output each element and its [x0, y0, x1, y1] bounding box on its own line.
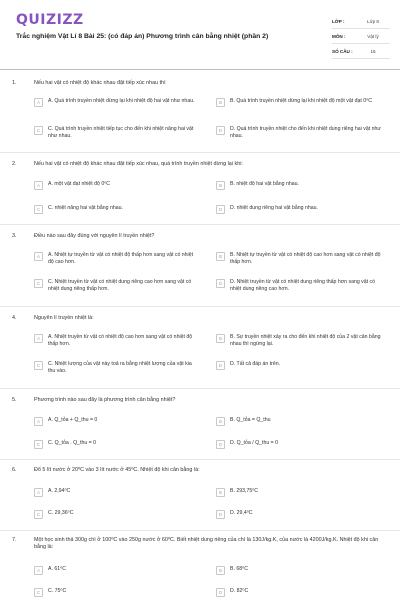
option-b[interactable]	[216, 334, 381, 347]
option-b[interactable]	[216, 181, 381, 190]
quizizz-logo: QUIZIZZ	[16, 12, 84, 28]
worksheet-header	[0, 0, 400, 68]
question-text: Nếu hai vật có nhiệt độ khác nhau đặt tiếp xúc nhau thì	[34, 80, 166, 86]
meta-row-count	[332, 44, 390, 59]
option-letter-box: D	[216, 361, 225, 370]
option-letter-box: A	[34, 98, 43, 107]
option-letter-box: B	[216, 98, 225, 107]
meta-table	[332, 14, 390, 59]
question-text: Đổ 5 lít nước ở 20⁰C vào 3 lít nước ở 45⁰C. Nhiệt độ khi cân bằng là:	[34, 467, 200, 473]
option-text: B. nhiệt độ hai vật bằng nhau.	[230, 181, 299, 187]
meta-row-subject	[332, 29, 390, 44]
option-b[interactable]	[216, 98, 381, 107]
question-2	[0, 161, 400, 221]
option-a[interactable]	[34, 181, 199, 190]
question-number: 3.	[12, 233, 17, 239]
option-letter-box: A	[34, 417, 43, 426]
option-letter-box: C	[34, 510, 43, 519]
option-letter-box: D	[216, 588, 225, 597]
option-a[interactable]	[34, 98, 199, 107]
option-a[interactable]	[34, 417, 199, 426]
option-d[interactable]	[216, 510, 381, 519]
option-letter-box: C	[34, 361, 43, 370]
question-text: Nguyên lí truyền nhiệt là:	[34, 315, 94, 321]
option-text: A. 61⁰C	[48, 566, 66, 572]
option-c[interactable]	[34, 361, 199, 374]
option-text: D. Nhiệt truyền từ vật có nhiệt dung riêng thấp hơn sang vật có nhiệt dung riêng cao hơn.	[230, 279, 376, 292]
question-text: Phương trình nào sau đây là phương trình cân bằng nhiệt?	[34, 397, 176, 403]
question-number: 4.	[12, 315, 17, 321]
option-letter-box: D	[216, 510, 225, 519]
option-letter-box: B	[216, 252, 225, 261]
option-c[interactable]	[34, 588, 199, 597]
option-text: A. Nhiệt truyền từ vật có nhiệt độ cao hơn sang vật có nhiệt độ thấp hơn.	[48, 334, 193, 347]
question-divider	[0, 530, 400, 531]
option-text: D. Quá trình truyền nhiệt cho đến khi nhiệt dung riêng hai vật như nhau.	[230, 126, 381, 139]
question-number: 2.	[12, 161, 17, 167]
question-7	[0, 537, 400, 600]
option-letter-box: A	[34, 488, 43, 497]
meta-key: MÔN :	[332, 33, 346, 39]
question-number: 5.	[12, 397, 17, 403]
option-a[interactable]	[34, 252, 199, 265]
option-b[interactable]	[216, 488, 381, 497]
option-letter-box: A	[34, 252, 43, 261]
option-letter-box: D	[216, 205, 225, 214]
meta-value: 16	[370, 48, 376, 54]
option-b[interactable]	[216, 566, 381, 575]
option-letter-box: B	[216, 417, 225, 426]
question-divider	[0, 224, 400, 225]
option-letter-box: A	[34, 566, 43, 575]
option-text: D. 29,4⁰C	[230, 510, 253, 516]
option-d[interactable]	[216, 588, 381, 597]
meta-row-class	[332, 14, 390, 29]
question-divider	[0, 459, 400, 460]
option-text: B. Nhiệt tự truyền từ vật có nhiệt độ cao hơn sang vật có nhiệt độ thấp hơn.	[230, 252, 381, 265]
option-letter-box: B	[216, 488, 225, 497]
page-title: Trắc nghiệm Vật Lí 8 Bài 25: (có đáp án) Phương trình cân bằng nhiệt (phần 2)	[16, 33, 269, 40]
question-text: Một học sinh thả 300g chì ở 100⁰C vào 250g nước ở 60⁰C. Biết nhiệt dung riêng của chì là 130J/kg.K, của nước là 4200J/kg.K. Nhiệt độ khi cân bằng là:	[34, 537, 379, 550]
option-text: A. Nhiệt tự truyền từ vật có nhiệt độ thấp hơn sang vật có nhiệt độ cao hơn.	[48, 252, 194, 265]
option-letter-box: D	[216, 279, 225, 288]
option-text: C. Q_tỏa . Q_thu = 0	[48, 440, 97, 446]
option-letter-box: C	[34, 440, 43, 449]
option-text: D. nhiệt dung riêng hai vật bằng nhau.	[230, 205, 318, 211]
option-d[interactable]	[216, 205, 381, 214]
option-letter-box: B	[216, 334, 225, 343]
option-text: B. 68⁰C	[230, 566, 248, 572]
question-5	[0, 397, 400, 459]
question-3	[0, 233, 400, 303]
option-text: B. Q_tỏa = Q_thu	[230, 417, 271, 423]
question-1	[0, 80, 400, 150]
option-c[interactable]	[34, 205, 199, 214]
question-number: 6.	[12, 467, 17, 473]
question-4	[0, 315, 400, 385]
option-text: C. Nhiệt lượng của vật này toả ra bằng nhiệt lượng của vật kia thu vào.	[48, 361, 192, 374]
option-text: D. Q_tỏa / Q_thu = 0	[230, 440, 279, 446]
option-a[interactable]	[34, 488, 199, 497]
question-6	[0, 467, 400, 529]
option-letter-box: C	[34, 588, 43, 597]
meta-key: LỚP :	[332, 18, 345, 24]
option-text: B. 293,75⁰C	[230, 488, 259, 494]
option-text: A. Quá trình truyền nhiệt dừng lại khi nhiệt độ hai vật như nhau.	[48, 98, 195, 104]
option-letter-box: A	[34, 334, 43, 343]
option-text: C. Quá trình truyền nhiệt tiếp tục cho đến khi nhiệt năng hai vật như nhau.	[48, 126, 194, 139]
option-text: B. Quá trình truyền nhiệt dừng lại khi nhiệt độ một vật đạt 0⁰C	[230, 98, 372, 104]
option-text: C. Nhiệt truyền từ vật có nhiệt dung riêng cao hơn sang vật có nhiệt dung riêng thấp hơn.	[48, 279, 192, 292]
option-letter-box: A	[34, 181, 43, 190]
option-c[interactable]	[34, 440, 199, 449]
option-letter-box: D	[216, 440, 225, 449]
option-text: C. nhiệt năng hai vật bằng nhau.	[48, 205, 123, 211]
option-c[interactable]	[34, 510, 199, 519]
question-divider	[0, 152, 400, 153]
header-divider	[0, 69, 400, 70]
option-text: D. 82⁰C	[230, 588, 249, 594]
option-d[interactable]	[216, 361, 381, 370]
meta-value: Vật lý	[367, 33, 379, 39]
option-letter-box: B	[216, 566, 225, 575]
option-b[interactable]	[216, 252, 381, 265]
option-a[interactable]	[34, 566, 199, 575]
option-text: A. Q_tỏa + Q_thu = 0	[48, 417, 98, 423]
option-d[interactable]	[216, 126, 381, 139]
option-text: B. Sự truyền nhiệt xảy ra cho đến khi nhiệt độ của 2 vật cân bằng nhau thì ngừng lại.	[230, 334, 381, 347]
option-letter-box: C	[34, 126, 43, 135]
question-number: 1.	[12, 80, 17, 86]
meta-value: Lớp 8	[367, 18, 379, 24]
option-a[interactable]	[34, 334, 199, 347]
meta-key: SỐ CÂU :	[332, 48, 353, 54]
question-number: 7.	[12, 537, 17, 543]
option-text: D. Tất cả đáp án trên.	[230, 361, 281, 367]
question-text: Điều nào sau đây đúng với nguyên lí truyền nhiệt?	[34, 233, 155, 239]
option-letter-box: C	[34, 205, 43, 214]
question-divider	[0, 306, 400, 307]
option-letter-box: B	[216, 181, 225, 190]
option-c[interactable]	[34, 126, 199, 139]
option-d[interactable]	[216, 279, 381, 292]
option-text: A. 2,94⁰C	[48, 488, 71, 494]
option-text: C. 29,36⁰C	[48, 510, 74, 516]
option-text: A. một vật đạt nhiệt độ 0⁰C	[48, 181, 111, 187]
option-text: C. 75⁰C	[48, 588, 67, 594]
option-b[interactable]	[216, 417, 381, 426]
question-divider	[0, 388, 400, 389]
option-c[interactable]	[34, 279, 199, 292]
option-letter-box: D	[216, 126, 225, 135]
option-d[interactable]	[216, 440, 381, 449]
option-letter-box: C	[34, 279, 43, 288]
question-text: Nếu hai vật có nhiệt độ khác nhau đặt tiếp xúc nhau, quá trình truyền nhiệt dừng lại khi:	[34, 161, 243, 167]
